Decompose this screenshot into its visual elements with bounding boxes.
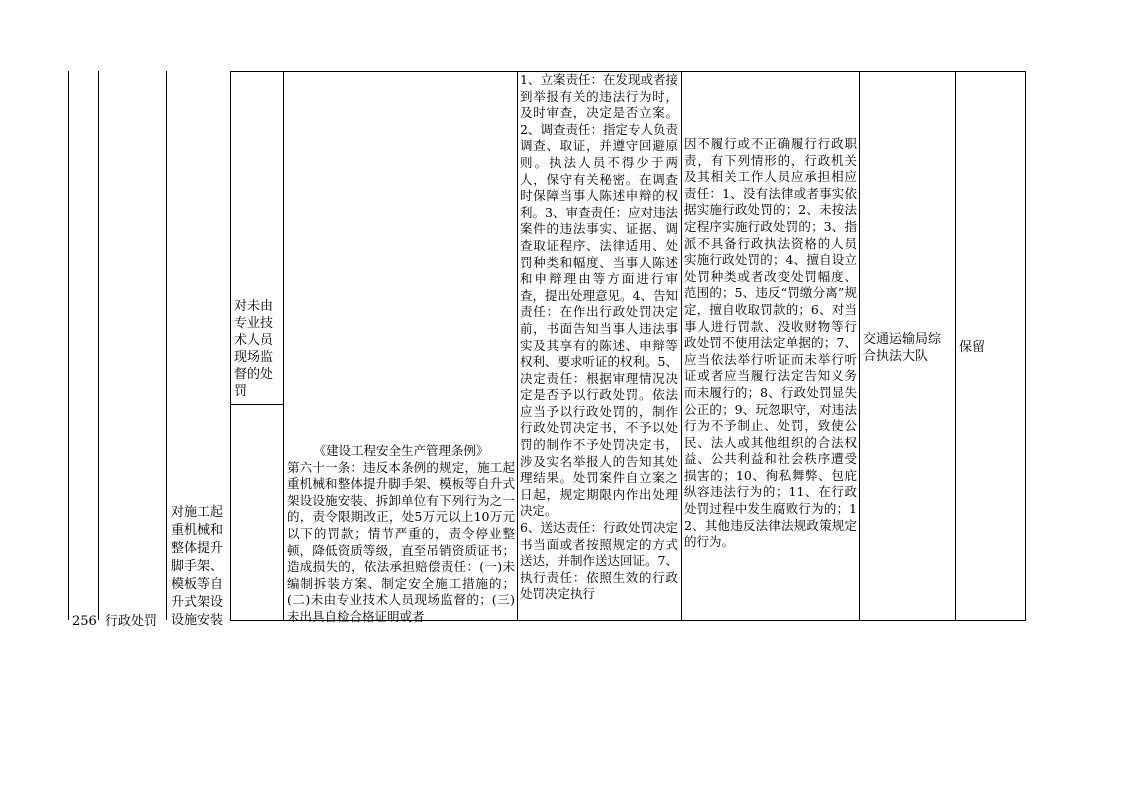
category-text: 行政处罚 <box>105 614 158 629</box>
legal-basis-cell <box>284 72 517 624</box>
remark-cell <box>956 72 1025 620</box>
responsibility-text-2: 6、送达责任：行政处罚决定书当面或者按照规定的方式送达，并制作送达回证。7、执行责任：依照生效的行政处罚决定执行 <box>520 520 678 602</box>
accountability-text: 因不履行或不正确履行行政职责，有下列情形的，行政机关及其相关工作人员应承担相应责任：1、没有法律或者事实依据实施行政处罚的；2、未按法定程序实施行政处罚的；3、指派不具备行政执法资格的人员实施行政处罚的；4、擅自设立处罚种类或者改变处罚幅度、范围的；5、违反“罚缴分离”规定，擅自收取罚款的；6、对当事人进行罚款、没收财物等行政处罚不使用法定单据的；7、应当依法举行听证而未举行听证或者应当履行法定告知义务而未履行的；8、行政处罚显失公正的；9、玩忽职守，对违法行为不予制止、处罚，致使公民、法人或其他组织的合法权益、公共利益和社会秩序遭受损害的；10、徇私舞弊、包庇纵容违法行为的；11、在行政处罚过程中发生腐败行为的；12、其他违反法律法规政策规定的行为。 <box>684 136 857 550</box>
remark-text: 保留 <box>959 340 986 355</box>
category-cell <box>99 72 166 629</box>
executing-unit-cell <box>860 72 955 620</box>
legal-basis-title: 《建设工程安全生产管理条例》 <box>313 443 489 458</box>
col-border-9 <box>1025 71 1026 620</box>
legal-basis-body: 第六十一条：违反本条例的规定，施工起重机械和整体提升脚手架、模板等自升式架设设施安装、拆卸单位有下列行为之一的，责令限期改正，处5万元以上10万元以下的罚款；情节严重的，责令停业整顿，降低资质等级，直至吊销资质证书；造成损失的，依法承担赔偿责任：(一)未编制拆装方案、制定安全施工措施的；(二)未由专业技术人员现场监督的；(三)未出具自检合格证明或者 <box>287 459 515 624</box>
seq-number: 256 <box>72 614 97 629</box>
responsibility-cell <box>518 72 681 620</box>
executing-unit-text: 交通运输局综合执法大队 <box>863 332 942 364</box>
responsibility-text: 1、立案责任：在发现或者接到举报有关的违法行为时，及时审查，决定是否立案。2、调查责任：指定专人负责调查、取证，并遵守回避原则。执法人员不得少于两人，保守有关秘密。在调查时保障当事人陈述申辩的权利。3、审查责任：应对违法案件的违法事实、证据、调查取证程序、法律适用、处罚种类和幅度、当事人陈述和申辩理由等方面进行审查，提出处理意见。4、告知责任：在作出行政处罚决定前，书面告知当事人违法事实及其享有的陈述、申辩等权利、要求听证的权利。5、决定责任：根据审理情况决定是否予以行政处罚。依法应当予以行政处罚的，制作行政处罚决定书，不予以处罚的制作不予处罚决定书，涉及实名举报人的告知其处理结果。处罚案件自立案之日起，规定期限内作出处理决定。 <box>520 72 678 519</box>
item-name-cell <box>167 72 230 628</box>
accountability-cell <box>682 72 859 620</box>
sub-item-text: 对未由专业技术人员现场监督的处罚 <box>234 299 274 399</box>
seq-cell <box>69 72 98 629</box>
sub-item-cell <box>231 72 283 404</box>
sub-item-row-divider <box>230 404 283 405</box>
item-name-text: 对施工起重机械和整体提升脚手架、模板等自升式架设设施安装 <box>171 505 224 628</box>
